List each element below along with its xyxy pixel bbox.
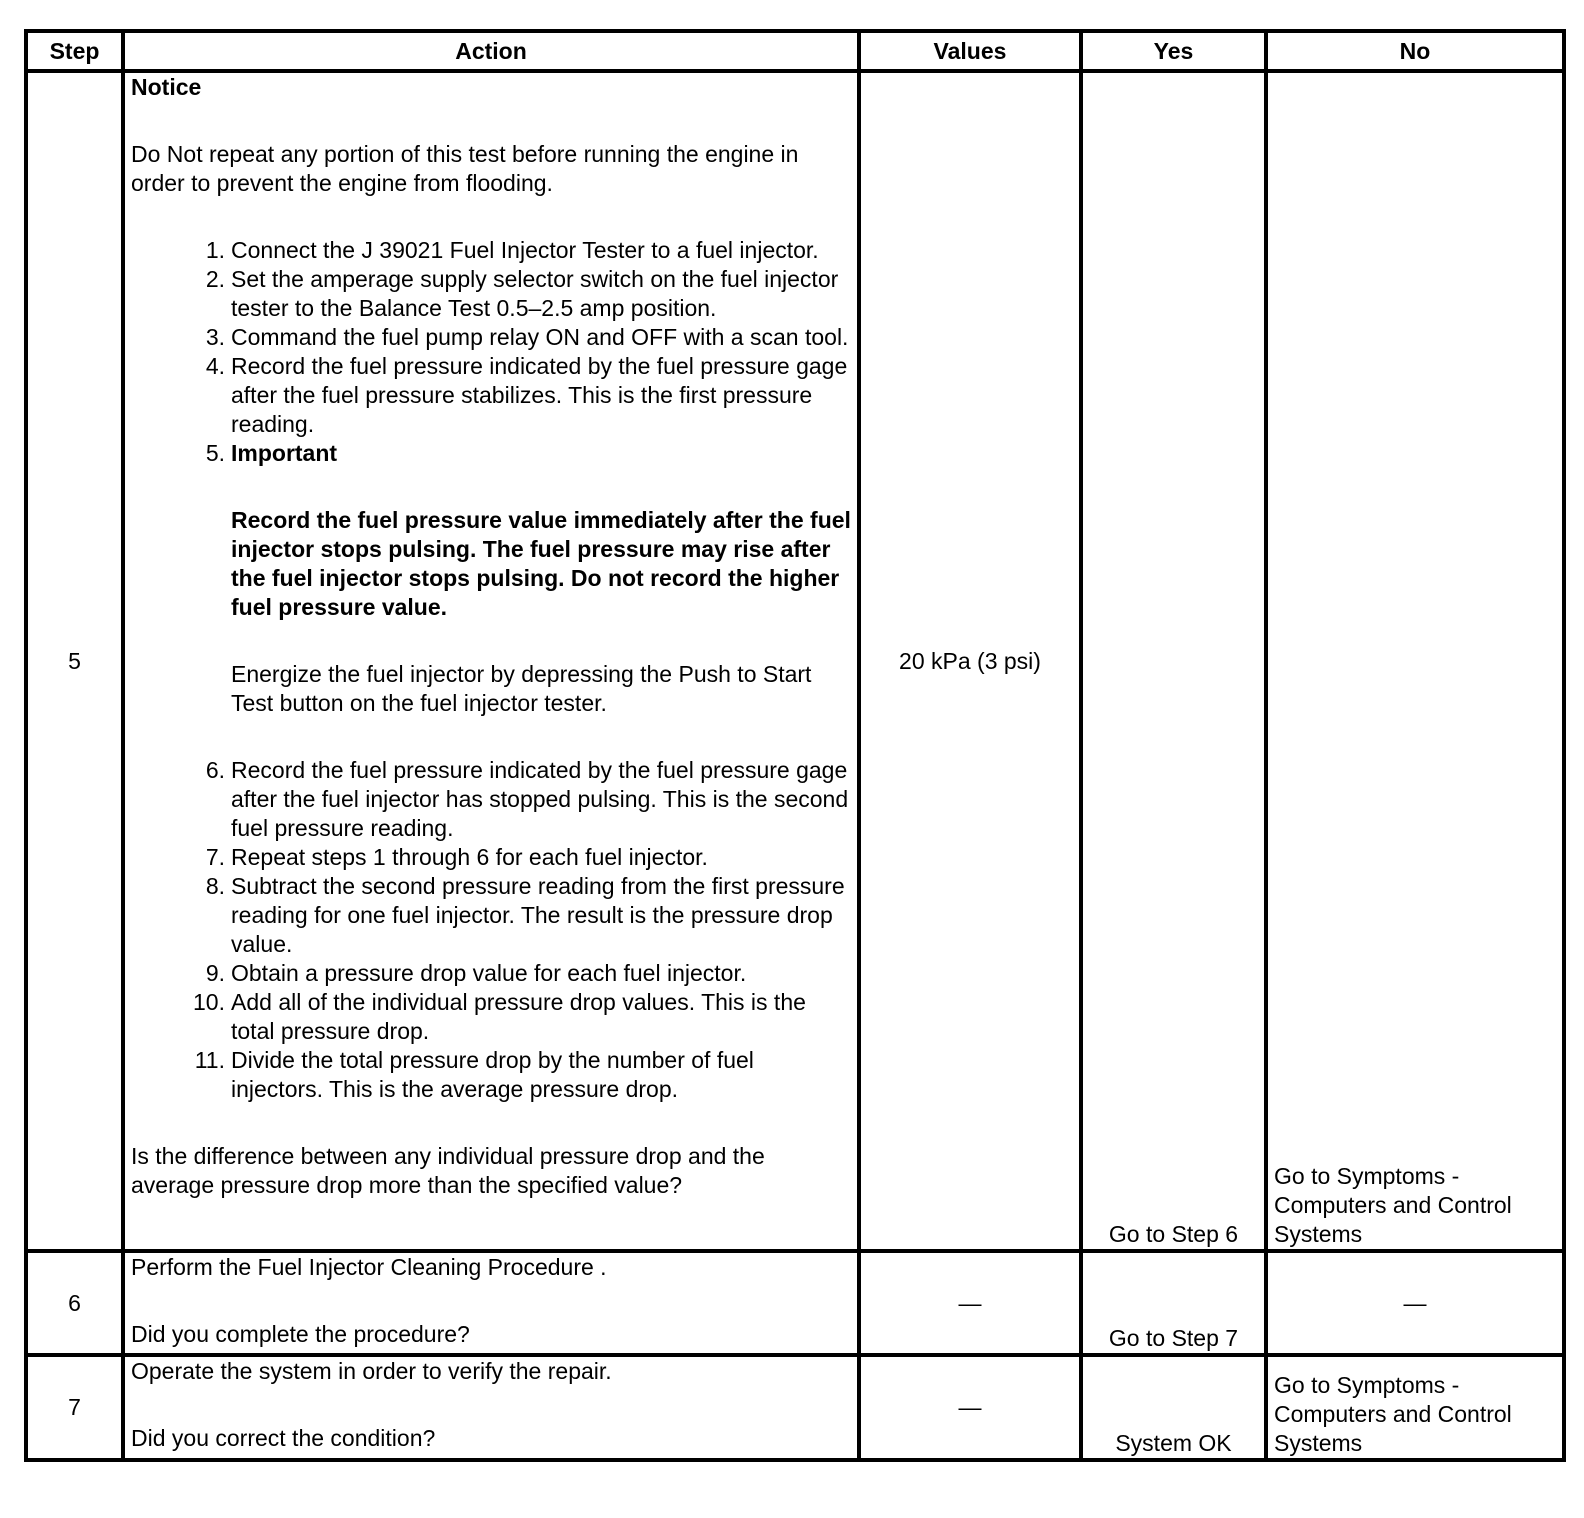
header-no: No bbox=[1266, 31, 1564, 71]
table-row bbox=[26, 1251, 1564, 1355]
header-step: Step bbox=[26, 31, 123, 71]
values-cell: — bbox=[859, 1251, 1081, 1355]
list-item: 7. Repeat steps 1 through 6 for each fuel injector. bbox=[205, 844, 708, 870]
action-text: Perform the Fuel Injector Cleaning Procedure . bbox=[131, 1254, 607, 1280]
list-item: 6. Record the fuel pressure indicated by the fuel pressure gage after the fuel injector has stopped pulsing. This is the second fuel pressure reading. bbox=[205, 757, 849, 841]
procedure-steps bbox=[131, 236, 851, 468]
action-cell bbox=[123, 1355, 859, 1460]
step-number: 6 bbox=[26, 1251, 123, 1355]
values-cell: — bbox=[859, 1355, 1081, 1460]
list-item: 1. Connect the J 39021 Fuel Injector Tester to a fuel injector. bbox=[205, 237, 819, 263]
yes-cell: Go to Step 7 bbox=[1081, 1251, 1266, 1355]
table-row bbox=[26, 1355, 1564, 1460]
list-item: 11. Divide the total pressure drop by the number of fuel injectors. This is the average pressure drop. bbox=[194, 1047, 754, 1102]
header-yes: Yes bbox=[1081, 31, 1266, 71]
action-cell bbox=[123, 1251, 859, 1355]
list-item: 4. Record the fuel pressure indicated by the fuel pressure gage after the fuel pressure stabilizes. This is the first pressure reading. bbox=[205, 353, 848, 437]
no-cell: — bbox=[1266, 1251, 1564, 1355]
list-item: 10. Add all of the individual pressure drop values. This is the total pressure drop. bbox=[193, 989, 806, 1044]
yes-cell: System OK bbox=[1081, 1355, 1266, 1460]
header-action: Action bbox=[123, 31, 859, 71]
no-cell: Go to Symptoms - Computers and Control Systems bbox=[1266, 1355, 1564, 1460]
no-cell: Go to Symptoms - Computers and Control Systems bbox=[1266, 71, 1564, 1251]
question-text: Is the difference between any individual pressure drop and the average pressure drop more than the specified value? bbox=[131, 1143, 765, 1198]
header-values: Values bbox=[859, 31, 1081, 71]
list-item: 2. Set the amperage supply selector switch on the fuel injector tester to the Balance Test 0.5–2.5 amp position. bbox=[205, 266, 839, 321]
list-item: 5. Important bbox=[205, 440, 338, 466]
step-number: 5 bbox=[26, 71, 123, 1251]
list-item: 3. Command the fuel pump relay ON and OFF with a scan tool. bbox=[205, 324, 849, 350]
diagnostic-table bbox=[24, 29, 1566, 1462]
action-text: Operate the system in order to verify the repair. bbox=[131, 1358, 612, 1384]
values-cell: 20 kPa (3 psi) bbox=[859, 71, 1081, 1251]
question-text: Did you correct the condition? bbox=[131, 1425, 436, 1451]
important-text: Record the fuel pressure value immediately after the fuel injector stops pulsing. The fuel pressure may rise after the fuel injector stops pulsing. Do not record the higher fuel pressure value. bbox=[231, 507, 851, 620]
notice-title: Notice bbox=[131, 74, 202, 100]
step-number: 7 bbox=[26, 1355, 123, 1460]
notice-text: Do Not repeat any portion of this test before running the engine in order to prevent the engine from flooding. bbox=[131, 141, 799, 196]
question-text: Did you complete the procedure? bbox=[131, 1321, 470, 1347]
action-cell bbox=[123, 71, 859, 1251]
list-item: 9. Obtain a pressure drop value for each fuel injector. bbox=[205, 960, 747, 986]
procedure-steps-continued bbox=[131, 756, 851, 1104]
list-item: 8. Subtract the second pressure reading from the first pressure reading for one fuel injector. The result is the pressure drop value. bbox=[205, 873, 845, 957]
energize-text: Energize the fuel injector by depressing the Push to Start Test button on the fuel injector tester. bbox=[231, 661, 812, 716]
table-row bbox=[26, 71, 1564, 1251]
yes-cell: Go to Step 6 bbox=[1081, 71, 1266, 1251]
header-row bbox=[26, 31, 1564, 71]
